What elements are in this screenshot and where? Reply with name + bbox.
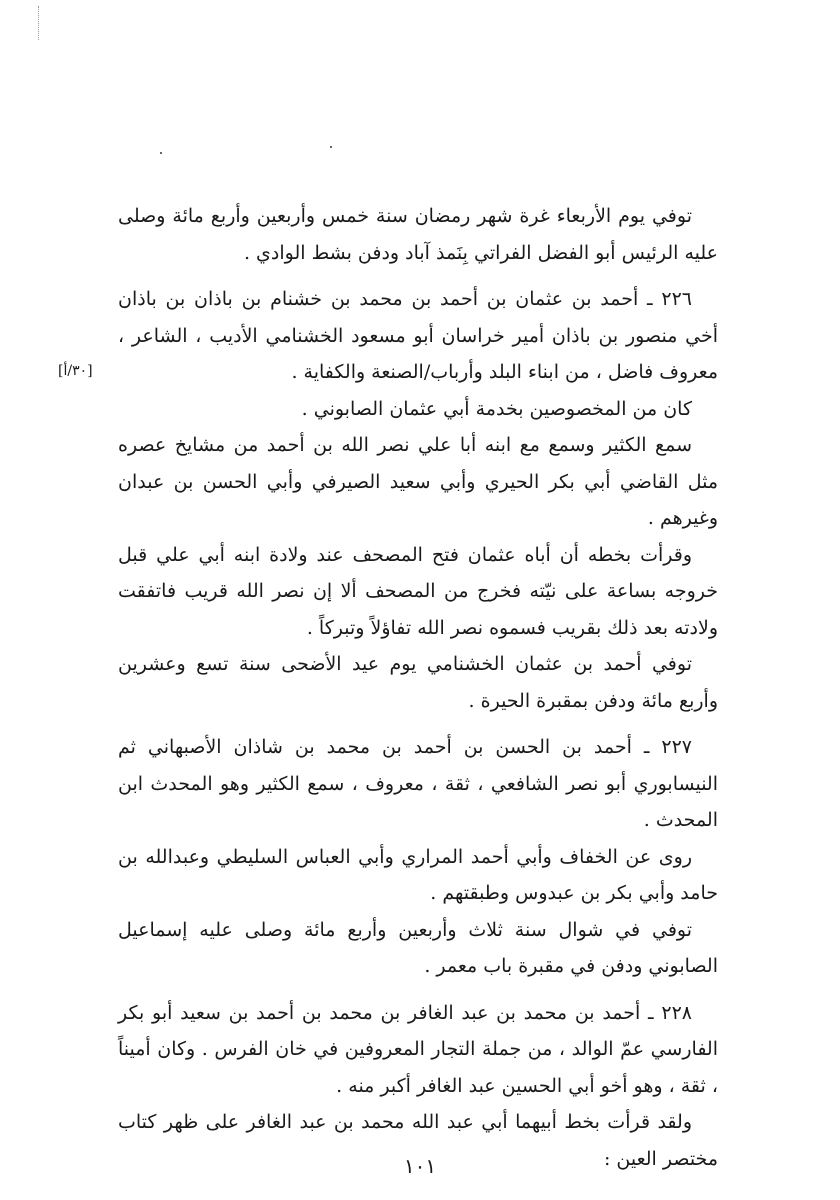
scan-speck [160, 152, 162, 154]
paragraph: ولقد قرأت بخط أبيهما أبي عبد الله محمد بن عبد الغافر على ظهر كتاب مختصر العين : [118, 1111, 718, 1170]
page-number: ١٠١ [403, 1154, 437, 1178]
paragraph: سمع الكثير وسمع مع ابنه أبا علي نصر الله بن أحمد من مشايخ عصره مثل القاضي أبي بكر الحيري وأبي سعيد الصيرفي وأبي الحسن بن عبدان وغيرهم . [118, 434, 718, 529]
scan-speck [330, 146, 332, 148]
folio-reference: [٣٠/أ] [58, 363, 93, 379]
paragraph: وقرأت بخطه أن أباه عثمان فتح المصحف عند ولادة ابنه أبي علي قبل خروجه بساعة على نيّته فخرج من المصحف ألا إن نصر الله قريب فاتفقت ولادته بعد ذلك بقريب فسموه نصر الله تفاؤلاً وتبركاً . [118, 543, 718, 639]
paragraph: كان من المخصوصين بخدمة أبي عثمان الصابوني . [301, 397, 692, 420]
paragraph: روى عن الخفاف وأبي أحمد المراري وأبي العباس السليطي وعبدالله بن حامد وأبي بكر بن عبدوس وطبقتهم . [118, 845, 718, 904]
paragraph: ٢٢٨ ـ أحمد بن محمد بن عبد الغافر بن محمد بن أحمد بن سعيد أبو بكر الفارسي عمّ الوالد ، من جملة التجار المعروفين في خان الفرس . وكان أميناً ، ثقة ، وهو أخو أبي الحسين عبد الغافر أكبر منه . [118, 1001, 718, 1097]
paragraph: توفي يوم الأربعاء غرة شهر رمضان سنة خمس وأربعين وأربع مائة وصلى عليه الرئيس أبو الفضل الفراتي بِنَمذ آباد ودفن بشط الوادي . [118, 205, 718, 264]
scan-artifact [38, 6, 42, 40]
main-text [118, 198, 718, 1177]
paragraph: توفي أحمد بن عثمان الخشنامي يوم عيد الأضحى سنة تسع وعشرين وأربع مائة ودفن بمقبرة الحيرة . [118, 653, 718, 712]
paragraph: توفي في شوال سنة ثلاث وأربعين وأربع مائة وصلى عليه إسماعيل الصابوني ودفن في مقبرة باب معمر . [118, 918, 718, 977]
paragraph: ٢٢٧ ـ أحمد بن الحسن بن أحمد بن محمد بن شاذان الأصبهاني ثم النيسابوري أبو نصر الشافعي ، ثقة ، معروف ، سمع الكثير وهو المحدث ابن المحدث . [118, 736, 718, 831]
paragraph: ٢٢٦ ـ أحمد بن عثمان بن أحمد بن محمد بن خشنام بن باذان بن باذان أخي منصور بن باذان أمير خراسان أبو مسعود الخشنامي الأديب ، الشاعر ، معروف فاضل ، من ابناء البلد وأرباب/الصنعة والكفاية . [118, 288, 718, 383]
